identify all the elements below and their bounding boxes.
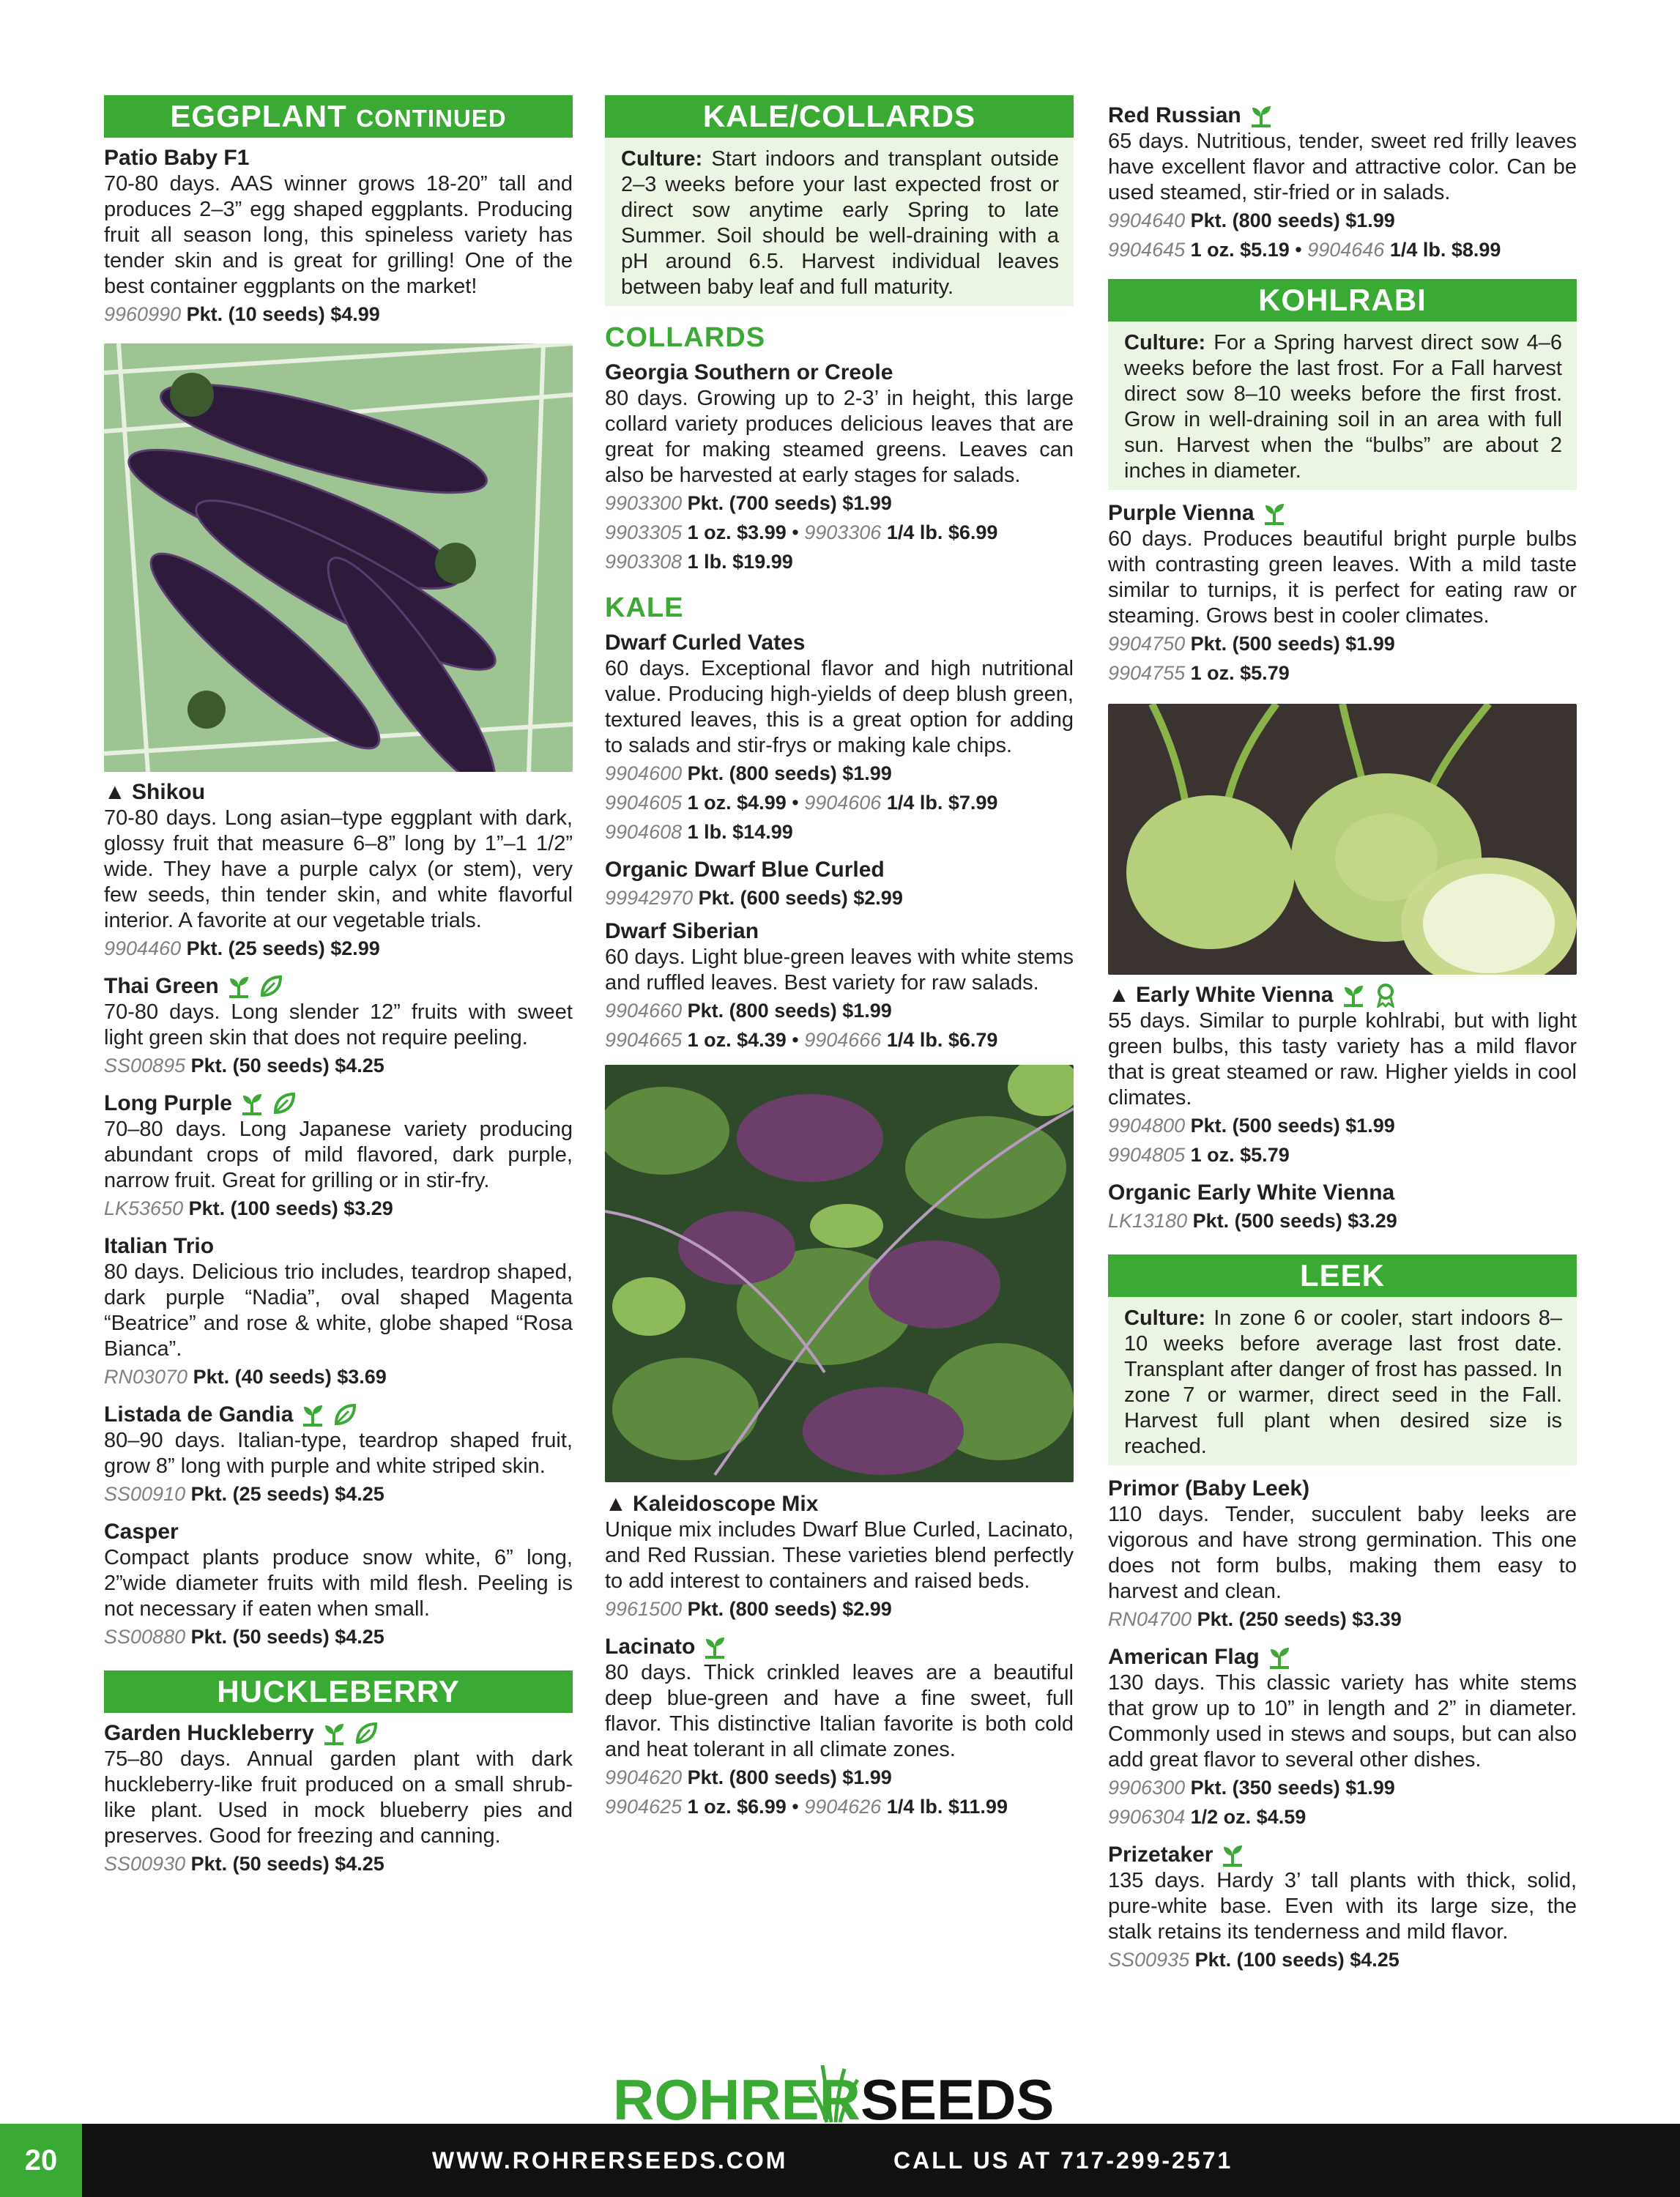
product-name: ▲ Kaleidoscope Mix: [605, 1492, 819, 1516]
sku-line: [104, 1194, 573, 1223]
product-description: 75–80 days. Annual garden plant with dark huckleberry-like fruit produced on a small shrub-like plant. Used in mock blueberry pies and preserves. Good for freezing and canning.: [104, 1747, 573, 1848]
sku-line: [605, 759, 1074, 788]
product-description: 70-80 days. Long slender 12” fruits with sweet light green skin that does not require peeling.: [104, 1000, 573, 1049]
culture-label: Culture:: [1124, 331, 1206, 354]
sku-code: SS00880: [104, 1626, 186, 1648]
sku-price: 1 oz. $5.79: [1190, 662, 1290, 684]
product-description: Unique mix includes Dwarf Blue Curled, Lacinato, and Red Russian. These varieties blend perfectly to add interest to containers and raised beds.: [605, 1518, 1074, 1593]
sku-price: 1 lb. $14.99: [687, 821, 793, 843]
sprout-icon: [1220, 1843, 1245, 1867]
sku-line: 9904645 1 oz. $5.19 • 9904646 1/4 lb. $8.99: [1108, 239, 1501, 261]
sku-line: [1108, 1802, 1577, 1832]
kohlrabi-photo: [1108, 704, 1577, 975]
sku-code: 9904755: [1108, 662, 1186, 684]
sku-code: 9904805: [1108, 1144, 1186, 1166]
product-name: Italian Trio: [104, 1234, 215, 1258]
sprout-icon: [321, 1721, 346, 1746]
sku-price: Pkt. (25 seeds) $2.99: [186, 937, 380, 959]
sku-price: Pkt. (600 seeds) $2.99: [698, 887, 903, 909]
sku-price: 1/4 lb. $6.79: [886, 1029, 998, 1051]
product-description: 80–90 days. Italian-type, teardrop shaped fruit, grow 8” long with purple and white striped skin.: [104, 1429, 573, 1478]
culture-box: [1108, 1297, 1577, 1465]
banner-title: EGGPLANT: [170, 99, 347, 133]
product-description: 60 days. Produces beautiful bright purple bulbs with contrasting green leaves. With a mild taste similar to turnips, it is perfect for eating raw or steaming. Grows best in cooler climates.: [1108, 527, 1577, 628]
sku-code: 9904800: [1108, 1115, 1186, 1137]
sku-price: 1/4 lb. $8.99: [1389, 239, 1501, 261]
sku-code: 9904606: [804, 792, 882, 814]
sku-code: SS00935: [1108, 1949, 1190, 1971]
sku-line: [104, 1362, 573, 1391]
sku-price: 1 oz. $5.79: [1190, 1144, 1290, 1166]
product-purple-vienna: [1108, 500, 1577, 688]
sku-line: [1108, 1773, 1577, 1802]
product-kaleidoscope-mix: [605, 1491, 1074, 1624]
sprout-icon: [226, 974, 251, 999]
product-organic-early-white: [1108, 1180, 1577, 1235]
kohlrabi-banner: KOHLRABI: [1108, 279, 1577, 321]
product-name: ▲ Shikou: [104, 780, 206, 804]
product-name: Primor (Baby Leek): [1108, 1476, 1310, 1501]
culture-label: Culture:: [1124, 1306, 1206, 1330]
product-dwarf-siberian: [605, 918, 1074, 1055]
sku-line: [1108, 1111, 1577, 1140]
kale-collards-banner: KALE/COLLARDS: [605, 95, 1074, 138]
product-description: 110 days. Tender, succulent baby leeks are vigorous and have strong germination. This one does not form bulbs, making them easy to harvest and clean.: [1108, 1503, 1577, 1603]
sprout-icon: [1267, 1645, 1292, 1670]
sku-code: 9961500: [605, 1598, 683, 1620]
sku-price: Pkt. (800 seeds) $1.99: [687, 1766, 892, 1788]
sku-code: 9904600: [605, 762, 683, 784]
leaf-icon: [272, 1091, 297, 1116]
product-georgia-southern: [605, 360, 1074, 576]
product-description: 70-80 days. Long asian–type eggplant with dark, glossy fruit that measure 6–8” long by 1”–1 1/2” wide. They have a purple calyx (or stem), very few seeds, thin tender skin, and white flavorful interior. A favorite at our vegetable trials.: [104, 806, 573, 932]
product-early-white-vienna: [1108, 982, 1577, 1170]
sku-code: 9904626: [804, 1796, 882, 1818]
product-description: 135 days. Hardy 3’ tall plants with thick, solid, pure-white base. Even with its large size, the stalk retains its tenderness and mild flavor.: [1108, 1869, 1577, 1944]
sku-line: 9904625 1 oz. $6.99 • 9904626 1/4 lb. $11.99: [605, 1796, 1008, 1818]
sku-line: [104, 1622, 573, 1651]
product-name-row: [1108, 1842, 1577, 1868]
sku-code: 9904640: [1108, 209, 1186, 231]
sku-line: [1108, 1945, 1577, 1974]
product-description: 130 days. This classic variety has white stems that grow up to 10” in length and 2” in diameter. Commonly used in stews and soups, but can also add great flavor to several other dishes.: [1108, 1671, 1577, 1772]
product-name-row: [1108, 103, 1577, 129]
sku-line: [104, 1051, 573, 1080]
product-prizetaker: [1108, 1842, 1577, 1974]
product-description: 70–80 days. Long Japanese variety producing abundant crops of mild flavored, dark purple, narrow fruit. Great for grilling or in stir-fry.: [104, 1118, 573, 1192]
section-heading-collards: COLLARDS: [605, 322, 766, 353]
sku-code: 9904665: [605, 1029, 683, 1051]
sku-line: [104, 934, 573, 963]
sku-price: 1 oz. $4.99: [687, 792, 787, 814]
product-name: American Flag: [1108, 1645, 1260, 1669]
product-shikou: [104, 779, 573, 963]
product-description: 60 days. Exceptional flavor and high nutritional value. Producing high-yields of deep blush green, textured leaves, this is a great option for adding to salads and stir-frys or making kale chips.: [605, 657, 1074, 757]
product-name: Long Purple: [104, 1091, 232, 1115]
sku-price: Pkt. (50 seeds) $4.25: [190, 1853, 384, 1875]
sku-line: [1108, 658, 1577, 688]
sprout-icon: [239, 1091, 264, 1116]
product-red-russian: [1108, 103, 1577, 264]
sku-line: 9904665 1 oz. $4.39 • 9904666 1/4 lb. $6.79: [605, 1029, 998, 1051]
product-name: Organic Early White Vienna: [1108, 1181, 1395, 1205]
sku-price: Pkt. (500 seeds) $1.99: [1190, 1115, 1395, 1137]
product-primor: [1108, 1476, 1577, 1634]
product-name-row: [605, 1634, 1074, 1660]
sku-code: 99942970: [605, 887, 694, 909]
sprout-icon: [702, 1635, 727, 1659]
sku-code: 9904646: [1307, 239, 1385, 261]
leaf-icon: [259, 974, 283, 999]
sku-price: 1/4 lb. $11.99: [886, 1796, 1008, 1818]
sku-code: 9903300: [605, 492, 683, 514]
culture-box: [1108, 321, 1577, 490]
sku-code: 9904605: [605, 792, 683, 814]
sku-line: [605, 488, 1074, 518]
culture-label: Culture:: [621, 147, 703, 171]
product-name: Thai Green: [104, 974, 219, 998]
sku-price: 1/4 lb. $6.99: [886, 521, 998, 543]
sku-code: 9904750: [1108, 633, 1186, 655]
product-description: 80 days. Delicious trio includes, teardrop shaped, dark purple “Nadia”, oval shaped Magenta “Beatrice” and rose & white, globe shaped “Rosa Bianca”.: [104, 1260, 573, 1361]
product-dwarf-curled-vates: [605, 630, 1074, 847]
leek-banner: LEEK: [1108, 1254, 1577, 1297]
product-organic-dwarf-blue: [605, 857, 1074, 912]
sku-line: [1108, 1206, 1577, 1235]
sku-code: RN03070: [104, 1366, 188, 1388]
product-description: 80 days. Thick crinkled leaves are a beautiful deep blue-green and have a fine sweet, full flavor. This distinctive Italian favorite is both cold and heat tolerant in all climate zones.: [605, 1661, 1074, 1761]
sku-price: Pkt. (50 seeds) $4.25: [190, 1626, 384, 1648]
culture-text: For a Spring harvest direct sow 4–6 weeks before the last frost. For a Fall harvest direct sow 8–10 weeks before the first frost. Grow in well-draining soil in an area with full sun. Harvest when the “bulbs” are about 2 inches in diameter.: [1124, 331, 1562, 483]
product-name-row: [1108, 1644, 1577, 1670]
product-name: Patio Baby F1: [104, 146, 250, 170]
sku-price: Pkt. (800 seeds) $1.99: [1190, 209, 1395, 231]
product-listada: [104, 1402, 573, 1509]
sku-line: [1108, 206, 1577, 235]
sku-price: Pkt. (500 seeds) $3.29: [1192, 1210, 1397, 1232]
huckleberry-banner: HUCKLEBERRY: [104, 1670, 573, 1713]
product-description: 70-80 days. AAS winner grows 18-20” tall and produces 2–3” egg shaped eggplants. Producing fruit all season long, this spineless variety has tender skin and is great for grilling! One of the best container eggplants on the market!: [104, 172, 573, 298]
sku-code: 9904460: [104, 937, 182, 959]
page-number: 20: [0, 2124, 82, 2197]
culture-box: [605, 138, 1074, 306]
sku-line: [104, 300, 573, 329]
section-heading-kale: KALE: [605, 592, 684, 623]
sku-code: 9906300: [1108, 1777, 1186, 1799]
product-name-row: [1108, 500, 1577, 527]
sku-code: 9903305: [605, 521, 683, 543]
kale-photo: [605, 1065, 1074, 1482]
culture-text: Start indoors and transplant outside 2–3 weeks before your last expected frost or direct sow anytime early Spring to late Summer. Soil should be well-draining with a pH around 6.5. Harvest individual leaves between baby leaf and full maturity.: [621, 147, 1059, 299]
sku-code: 9960990: [104, 303, 182, 325]
sku-line: [605, 996, 1074, 1025]
logo-text-left: ROHRER: [613, 2067, 861, 2124]
product-description: 60 days. Light blue-green leaves with white stems and ruffled leaves. Best variety for raw salads.: [605, 945, 1074, 995]
sku-price: 1/2 oz. $4.59: [1190, 1806, 1307, 1828]
rohrer-seeds-logo: [612, 2065, 1066, 2124]
logo-text-right: SEEDS: [861, 2067, 1055, 2124]
sku-price: 1 lb. $19.99: [687, 551, 793, 573]
sku-code: RN04700: [1108, 1608, 1192, 1630]
sku-code: 9904625: [605, 1796, 683, 1818]
sku-price: Pkt. (25 seeds) $4.25: [190, 1483, 384, 1505]
product-american-flag: [1108, 1644, 1577, 1832]
product-name: Garden Huckleberry: [104, 1721, 314, 1745]
sku-price: Pkt. (800 seeds) $1.99: [687, 1000, 892, 1022]
sku-code: 9904620: [605, 1766, 683, 1788]
sku-line: [605, 1594, 1074, 1624]
product-name: Red Russian: [1108, 103, 1241, 127]
sku-line: [1108, 1140, 1577, 1170]
product-long-purple: [104, 1090, 573, 1223]
sku-price: Pkt. (800 seeds) $2.99: [687, 1598, 892, 1620]
sku-code: 9904660: [605, 1000, 683, 1022]
sku-line: 9903305 1 oz. $3.99 • 9903306 1/4 lb. $6.99: [605, 521, 998, 543]
sku-code: SS00930: [104, 1853, 186, 1875]
sku-price: 1 oz. $4.39: [687, 1029, 787, 1051]
sku-price: Pkt. (350 seeds) $1.99: [1190, 1777, 1395, 1799]
culture-text: In zone 6 or cooler, start indoors 8–10 weeks before average last frost date. Transplant after danger of frost has passed. In zone 7 or warmer, direct seed in the Fall. Harvest full plant when desired size is reached.: [1124, 1306, 1562, 1458]
sprout-icon: [1249, 103, 1274, 128]
product-patio-baby: [104, 145, 573, 329]
leaf-icon: [332, 1402, 357, 1427]
column-kale-collards: [605, 95, 1074, 1821]
phone-number[interactable]: CALL US AT 717-299-2571: [893, 2147, 1233, 2174]
sku-price: Pkt. (800 seeds) $1.99: [687, 762, 892, 784]
leaf-icon: [354, 1721, 379, 1746]
product-name: Organic Dwarf Blue Curled: [605, 858, 885, 882]
sku-line: [605, 1763, 1074, 1792]
website-link[interactable]: WWW.ROHRERSEEDS.COM: [432, 2147, 788, 2174]
sku-code: LK13180: [1108, 1210, 1188, 1232]
sku-line: [605, 547, 1074, 576]
product-casper: [104, 1519, 573, 1651]
product-name: Georgia Southern or Creole: [605, 360, 893, 384]
product-name: Lacinato: [605, 1635, 696, 1659]
product-description: Compact plants produce snow white, 6” long, 2”wide diameter fruits with mild flesh. Peeling is not necessary if eaten when small.: [104, 1546, 573, 1621]
sku-code: 9904645: [1108, 239, 1186, 261]
sku-code: 9904666: [804, 1029, 882, 1051]
sku-code: SS00910: [104, 1483, 186, 1505]
product-thai-green: [104, 973, 573, 1080]
product-lacinato: [605, 1634, 1074, 1821]
eggplant-photo: [104, 343, 573, 772]
sku-line: [1108, 629, 1577, 658]
product-name-row: [104, 1720, 573, 1747]
sku-price: Pkt. (700 seeds) $1.99: [687, 492, 892, 514]
sku-code: 9906304: [1108, 1806, 1186, 1828]
product-name-row: [104, 973, 573, 1000]
sku-price: Pkt. (100 seeds) $3.29: [188, 1197, 393, 1219]
sku-line: 9904605 1 oz. $4.99 • 9904606 1/4 lb. $7.99: [605, 792, 998, 814]
product-name-row: [104, 1402, 573, 1428]
sprout-icon: [1341, 983, 1366, 1008]
product-name-row: [1108, 982, 1577, 1008]
product-name: ▲ Early White Vienna: [1108, 983, 1334, 1007]
sku-code: 9903306: [804, 521, 882, 543]
product-description: 55 days. Similar to purple kohlrabi, but with light green bulbs, this tasty variety has a mild flavor that is great steamed or raw. Higher yields in cool climates.: [1108, 1009, 1577, 1109]
column-eggplant: [104, 95, 573, 1878]
sku-price: 1 oz. $3.99: [687, 521, 787, 543]
sku-price: Pkt. (10 seeds) $4.99: [186, 303, 380, 325]
column-kohlrabi-leek: [1108, 103, 1577, 1974]
eggplant-banner: [104, 95, 573, 138]
sku-code: 9903308: [605, 551, 683, 573]
product-name: Dwarf Siberian: [605, 919, 759, 943]
product-name: Casper: [104, 1520, 179, 1544]
product-description: 65 days. Nutritious, tender, sweet red frilly leaves have excellent flavor and attractive color. Can be used steamed, stir-fried or in salads.: [1108, 130, 1577, 204]
product-name: Prizetaker: [1108, 1843, 1213, 1867]
sku-price: Pkt. (250 seeds) $3.39: [1197, 1608, 1402, 1630]
sku-line: [104, 1849, 573, 1878]
product-name: Dwarf Curled Vates: [605, 631, 806, 655]
award-ribbon-icon: [1373, 983, 1398, 1008]
sku-price: Pkt. (100 seeds) $4.25: [1194, 1949, 1400, 1971]
sku-line: [605, 817, 1074, 847]
sku-code: LK53650: [104, 1197, 184, 1219]
sku-price: 1 oz. $5.19: [1190, 239, 1290, 261]
footer-bar: [0, 2124, 1680, 2197]
banner-subtitle: CONTINUED: [356, 105, 507, 132]
product-garden-huckleberry: [104, 1720, 573, 1878]
product-description: 80 days. Growing up to 2-3’ in height, this large collard variety produces delicious leaves that are great for making steamed greens. Leaves can also be harvested at early stages for salads.: [605, 387, 1074, 487]
sku-line: [605, 883, 1074, 912]
product-name: Listada de Gandia: [104, 1402, 294, 1427]
sku-line: [1108, 1605, 1577, 1634]
sku-code: 9904608: [605, 821, 683, 843]
sku-price: Pkt. (50 seeds) $4.25: [190, 1055, 384, 1077]
sku-line: [104, 1479, 573, 1509]
product-name-row: [104, 1090, 573, 1117]
sku-price: 1 oz. $6.99: [687, 1796, 787, 1818]
sku-code: SS00895: [104, 1055, 186, 1077]
sprout-icon: [1262, 501, 1287, 526]
sprout-icon: [300, 1402, 325, 1427]
product-italian-trio: [104, 1233, 573, 1391]
sku-price: 1/4 lb. $7.99: [886, 792, 998, 814]
sku-price: Pkt. (40 seeds) $3.69: [193, 1366, 387, 1388]
product-name: Purple Vienna: [1108, 501, 1255, 525]
sku-price: Pkt. (500 seeds) $1.99: [1190, 633, 1395, 655]
